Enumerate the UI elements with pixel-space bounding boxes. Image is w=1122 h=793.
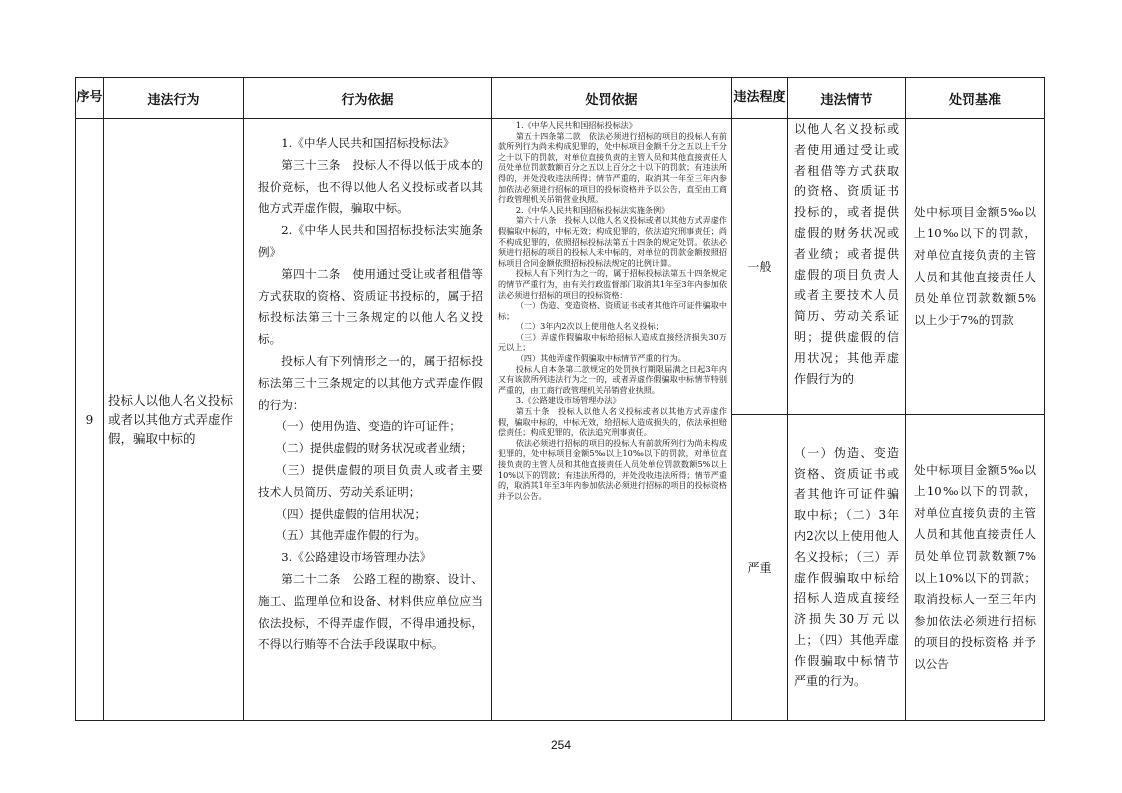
standard-general: 处中标项目金额5‰以上10‰以下的罚款，对单位直接负责的主管人员和其他直接责任人员处单位罚款数额5%以上少于7%的罚款 [906,119,1045,415]
basis-para: （二）提供虚假的财务状况或者业绩； [275,441,473,456]
page-number: 254 [550,738,572,752]
header-circumstance: 违法情节 [788,78,906,119]
header-act: 违法行为 [104,78,244,119]
standard-severe: 处中标项目金额5‰以上10‰以下的罚款，对单位直接负责的主管人员和其他直接责任人员处单位罚款数额7%以上10%以下的罚款；取消投标人一至三年内参加依法必须进行招标的项目的投标资格 并予以公告 [906,415,1045,721]
header-row [76,78,1045,119]
basis-para: 1.《中华人民共和国招标投标法》 [281,136,455,150]
header-basis: 行为依据 [244,78,492,119]
row-act: 投标人以他人名义投标或者以其他方式弄虚作假，骗取中标的 [104,119,244,721]
basis-para: （三）提供虚假的项目负责人或者主要技术人员简历、劳动关系证明； [258,462,483,499]
row-penalty [492,119,732,721]
basis-para: （四）提供虚假的信用状况； [275,506,427,521]
table-row [76,119,1045,415]
basis-para: 第二十二条 公路工程的勘察、设计、施工、监理单位和设备、材料供应单位应当依法投标，不得弄虚作假，不得串通投标，不得以行贿等不合法手段谋取中标。 [258,571,483,652]
basis-para: 投标人有下列情形之一的，属于招标投标法第三十三条规定的以其他方式弄虚作假的行为： [258,353,483,412]
degree-general: 一般 [732,119,788,415]
penalty-para: （三）弄虚作假骗取中标给招标人造成直接经济损失30万元以上； [498,331,727,353]
header-standard: 处罚基准 [906,78,1045,119]
basis-para: 3.《公路建设市场管理办法》 [281,550,432,565]
header-seq: 序号 [76,78,104,119]
basis-para: 第四十二条 使用通过受让或者租借等方式获取的资格、资质证书投标的，属于招标投标法第三十三条规定的以他人名义投标。 [258,266,483,347]
circumstance-general: 以他人名义投标或者使用通过受让或者租借等方式获取的资格、资质证书投标的，或者提供虚假的财务状况或者业绩；或者提供虚假的项目负责人或者主要技术人员简历、劳动关系证明；提供虚假的信用状况；其他弄虚作假行为的 [788,119,906,415]
penalty-para: （四）其他弄虚作假骗取中标情节严重的行为。 [515,353,686,364]
row-basis [244,119,492,721]
header-degree: 违法程度 [732,78,788,119]
penalty-para: 投标人有下列行为之一的，属于招标投标法第五十四条规定的情节严重行为，由有关行政监督部门取消其1年至3年内参加依法必须进行招标的项目的投标资格： [498,268,727,300]
penalty-para: 投标人自本条第二款规定的处罚执行期限届满之日起3年内又有该款所列违法行为之一的，或者弄虚作假骗取中标情节特别严重的，由工商行政管理机关吊销营业执照。 [498,363,727,395]
penalty-para: 1.《中华人民共和国招标投标法》 [515,120,637,130]
penalty-para: 第五十四条第二款 依法必须进行招标的项目的投标人有前款所列行为尚未构成犯罪的，处中标项目金额千分之五以上千分之十以下的罚款，对单位直接负责的主管人员和其他直接责任人员处单位罚款数额百分之五以上百分之十以下的罚款；有违法所得的，并处没收违法所得；情节严重的，取消其一年至三年内参加依法必须进行招标的项目的投标资格并予以公告，直至由工商行政管理机关吊销营业执照。 [498,130,727,205]
penalty-para: 3.《公路建设市场管理办法》 [515,395,621,406]
penalty-standard-table [75,77,1045,721]
circumstance-severe: （一）伪造、变造资格、资质证书或者其他许可证件骗取中标；（二）3年内2次以上使用他人名义投标；（三）弄虚作假骗取中标给招标人造成直接经济损失30万元以上；（四）其他弄虚作假骗取中标情节严重的行为。 [788,415,906,721]
basis-para: （一）使用伪造、变造的许可证件； [275,419,461,434]
penalty-para: 依法必须进行招标的项目的投标人有前款所列行为尚未构成犯罪的，处中标项目金额5‰以上10‰以下的罚款，对单位直接负责的主管人员和其他直接责任人员处单位罚款数额5%以上10%以下的罚款；有违法所得的，并处没收违法所得；情节严重的，取消其1年至3年内参加依法必须进行招标的项目的投标资格并予以公告。 [498,437,727,501]
degree-severe: 严重 [732,415,788,721]
basis-para: （五）其他弄虚作假的行为。 [275,528,427,543]
penalty-para: 第六十八条 投标人以他人名义投标或者以其他方式弄虚作假骗取中标的，中标无效；构成犯罪的，依法追究刑事责任；尚不构成犯罪的，依照招标投标法第五十四条的规定处罚。依法必须进行招标的项目的投标人未中标的，对单位的罚款金额按照招标项目合同金额依照招标投标法规定的比例计算。 [498,215,727,268]
penalty-para: 2.《中华人民共和国招标投标法实施条例》 [515,204,670,215]
header-penalty: 处罚依据 [492,78,732,119]
penalty-para: （二）3年内2次以上使用他人名义投标； [515,321,664,332]
basis-para: 2.《中华人民共和国招标投标法实施条例》 [258,223,483,259]
row-seq: 9 [76,119,104,721]
penalty-para: 第五十条 投标人以他人名义投标或者以其他方式弄虚作假，骗取中标的，中标无效，给招标人造成损失的，依法承担赔偿责任；构成犯罪的，依法追究刑事责任。 [498,406,727,438]
basis-para: 第三十三条 投标人不得以低于成本的报价竞标，也不得以他人名义投标或者以其他方式弄虚作假，骗取中标。 [258,157,483,216]
penalty-para: （一）伪造、变造资格、资质证书或者其他许可证件骗取中标； [498,300,727,321]
